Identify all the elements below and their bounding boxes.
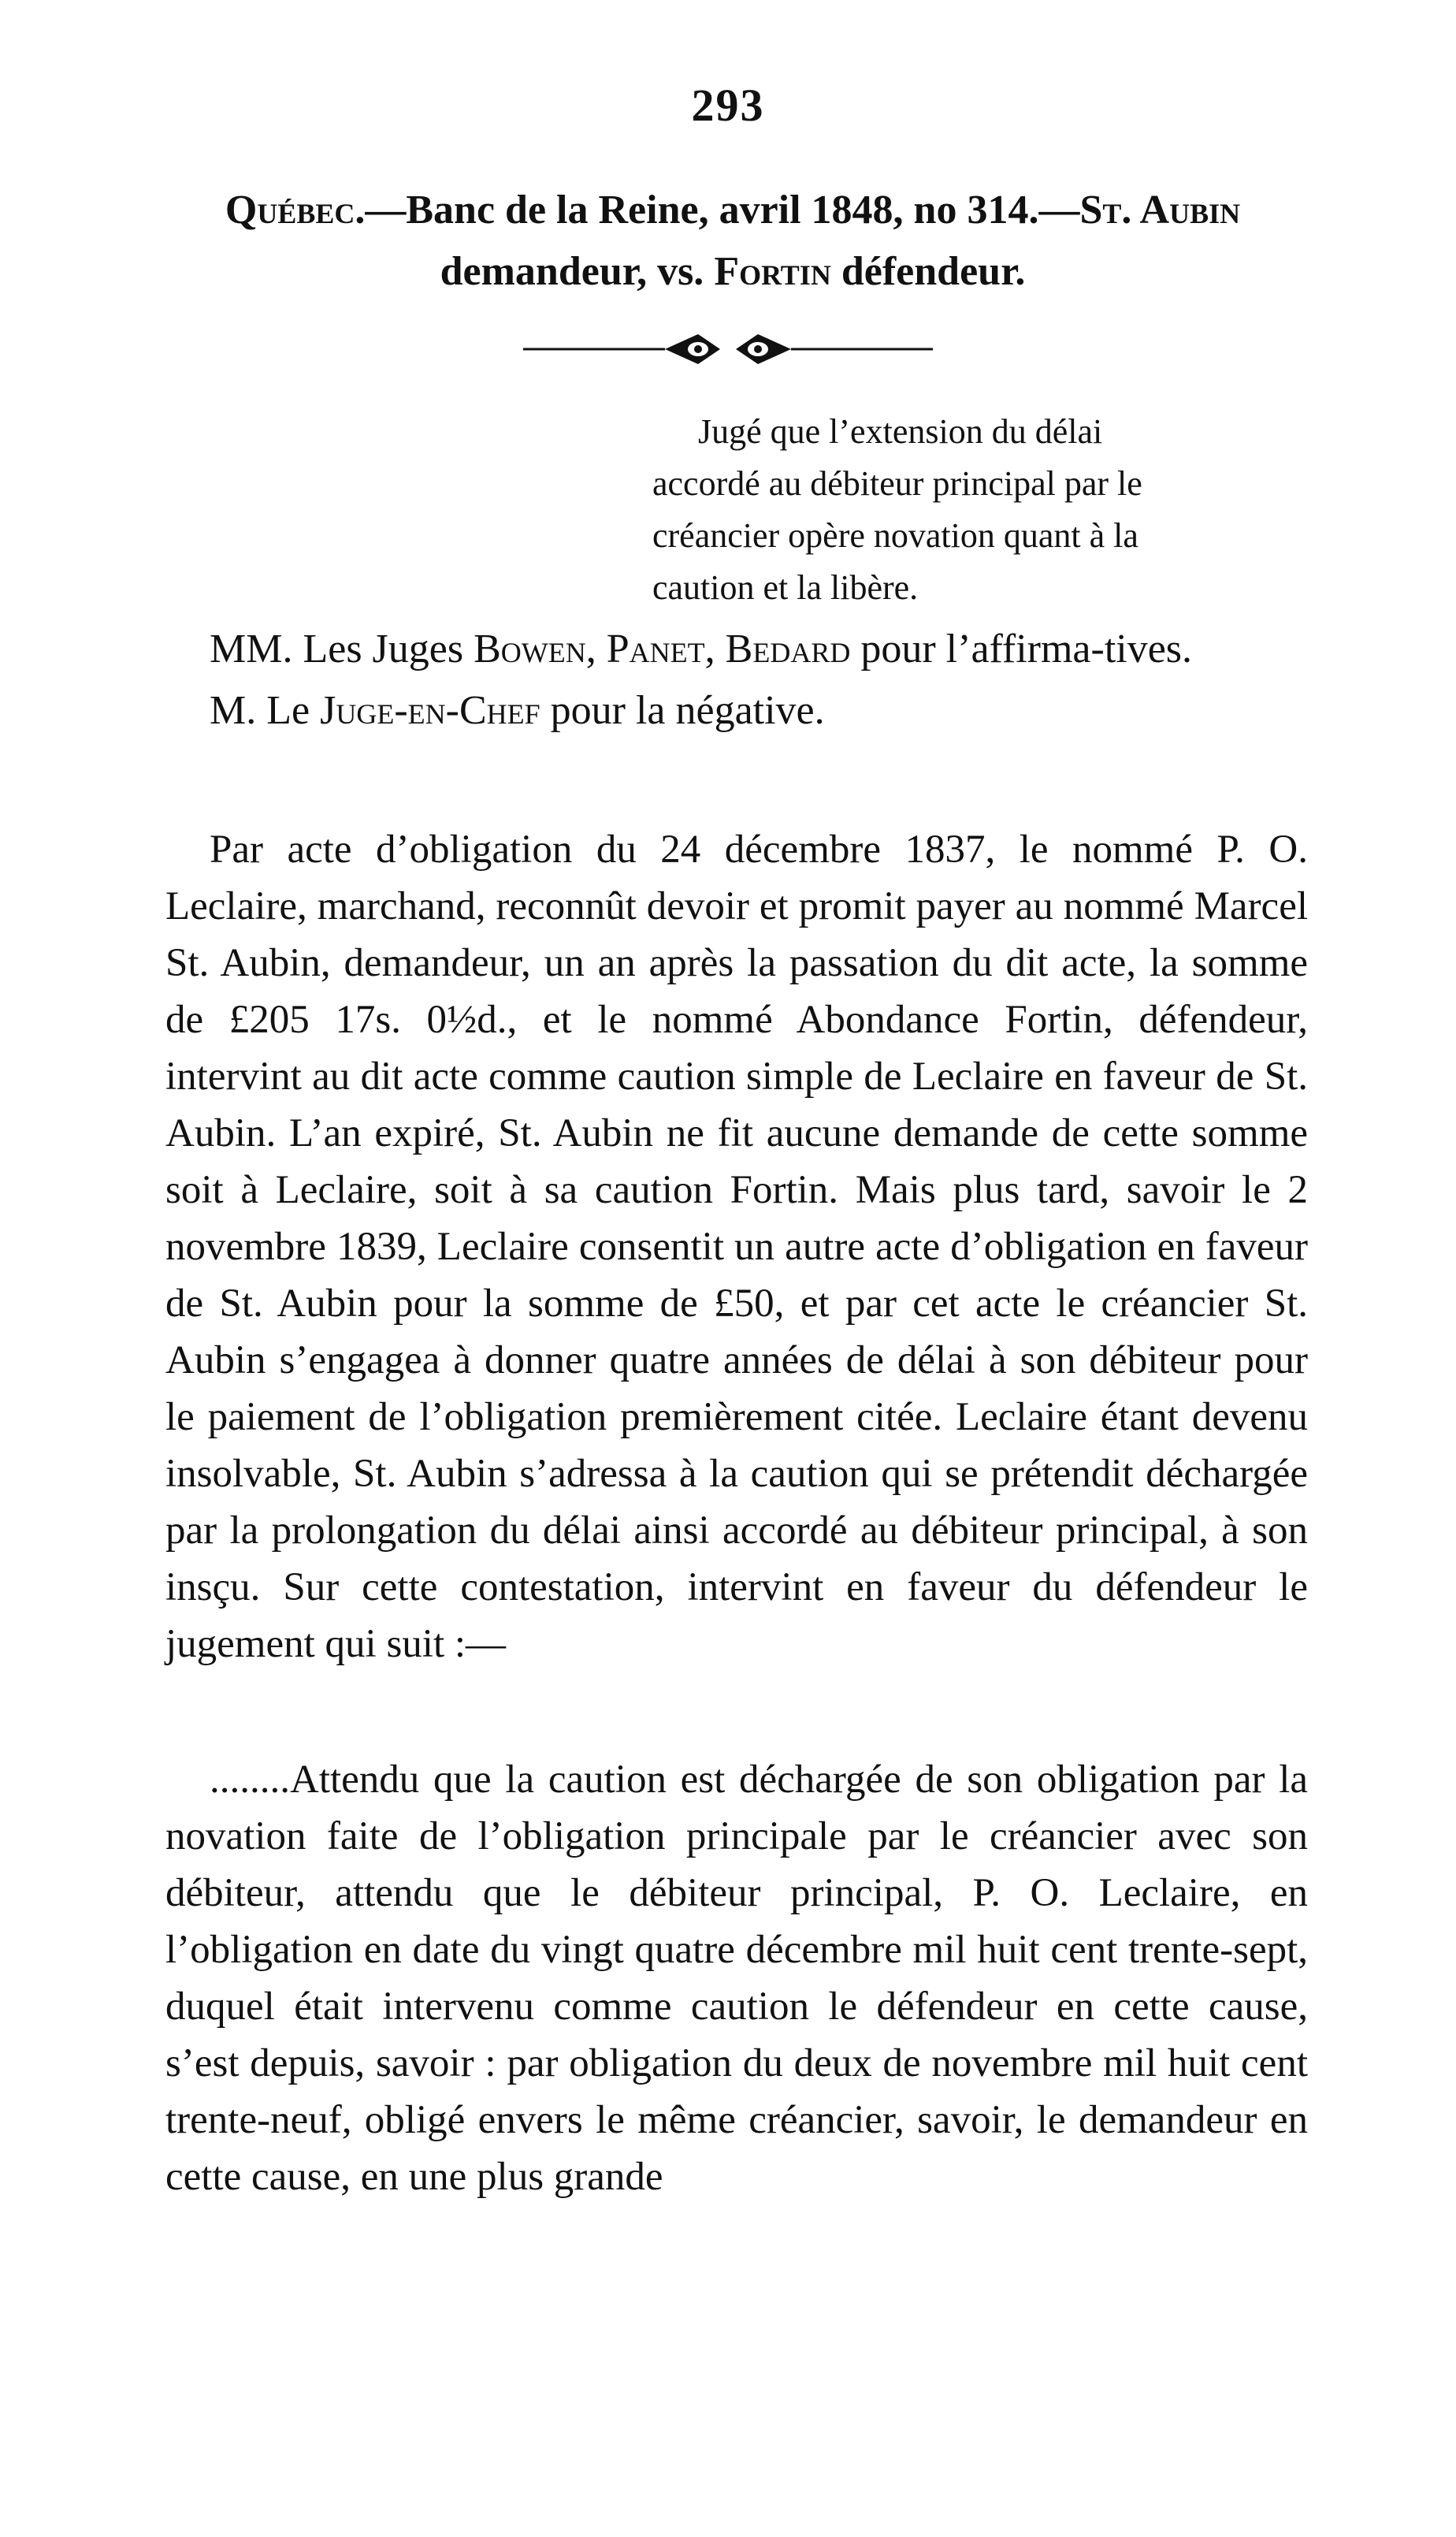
- judges-separator: ,: [585, 627, 607, 671]
- body-text: [165, 821, 1308, 2205]
- judgment-paragraph: ........Attendu que la caution est déchargée de son obligation par la novation faite de l’obligation principale par le créancier avec son débiteur, attendu que le débiteur principal, P. O. Leclaire, en l’obligation en date du vingt quatre décembre mil huit cent trente-sept, duquel était intervenu comme caution le défendeur en cette cause, s’est depuis, savoir : par obligation du deux de novembre mil huit cent trente-neuf, obligé envers le même créancier, savoir, le demandeur en cette cause, en une plus grande: [165, 1758, 1308, 2199]
- header-plaintiff-name: St. Aubin: [1079, 188, 1241, 232]
- facts-paragraph: Par acte d’obligation du 24 décembre 1837, le nommé P. O. Leclaire, marchand, reconnût devoir et promit payer au nommé Marcel St. Aubin, demandeur, un an après la passation du dit acte, la somme de £205 17s. 0½d., et le nommé Abondance Fortin, défendeur, intervint au dit acte comme caution simple de Leclaire en faveur de St. Aubin. L’an expiré, St. Aubin ne fit aucune demande de cette somme soit à Leclaire, soit à sa caution Fortin. Mais plus tard, savoir le 2 novembre 1839, Leclaire consentit un autre acte d’obligation en faveur de St. Aubin pour la somme de £50, et par cet acte le créancier St. Aubin s’engagea à donner quatre années de délai à son débiteur pour le paiement de l’obligation premièrement citée. Leclaire étant devenu insolvable, St. Aubin s’adressa à la caution qui se prétendit déchargée par la prolongation du délai ainsi accordé au débiteur principal, à son insçu. Sur cette contestation, intervint en faveur du défendeur le jugement qui suit :—: [165, 828, 1308, 1666]
- summary-line: caution et la libère.: [652, 568, 919, 607]
- judges-block: [165, 621, 1308, 739]
- summary-line: Jugé que l’extension du délai: [698, 412, 1103, 451]
- header-defendant-name: Fortin: [714, 249, 831, 294]
- judges-prefix: M. Le: [210, 688, 321, 733]
- judge-panet: Panet: [606, 627, 705, 671]
- header-court: .—Banc de la Reine, avril 1848, no 314.—: [355, 188, 1080, 232]
- summary-line: créancier opère novation quant à la: [652, 516, 1138, 555]
- judges-negative: [165, 683, 1308, 739]
- header-plaintiff-role: demandeur, vs.: [440, 249, 715, 294]
- chief-justice: Juge-en-Chef: [320, 688, 540, 733]
- judges-suffix: pour l’affirma-tives.: [850, 627, 1193, 671]
- judges-separator: ,: [704, 627, 726, 671]
- judges-prefix: MM. Les Juges: [210, 627, 474, 671]
- case-header: [158, 180, 1308, 303]
- judge-bedard: Bedard: [725, 627, 851, 671]
- judges-suffix: pour la négative.: [540, 688, 825, 733]
- header-defendant-role: défendeur.: [830, 249, 1026, 294]
- judges-affirmative: [165, 621, 1308, 678]
- ornament-divider: [523, 329, 933, 369]
- page-number: 293: [691, 80, 765, 131]
- headnote-summary: [652, 406, 1310, 614]
- summary-line: accordé au débiteur principal par le: [652, 464, 1142, 503]
- judge-bowen: Bowen: [474, 627, 586, 671]
- header-place: Québec: [225, 188, 355, 232]
